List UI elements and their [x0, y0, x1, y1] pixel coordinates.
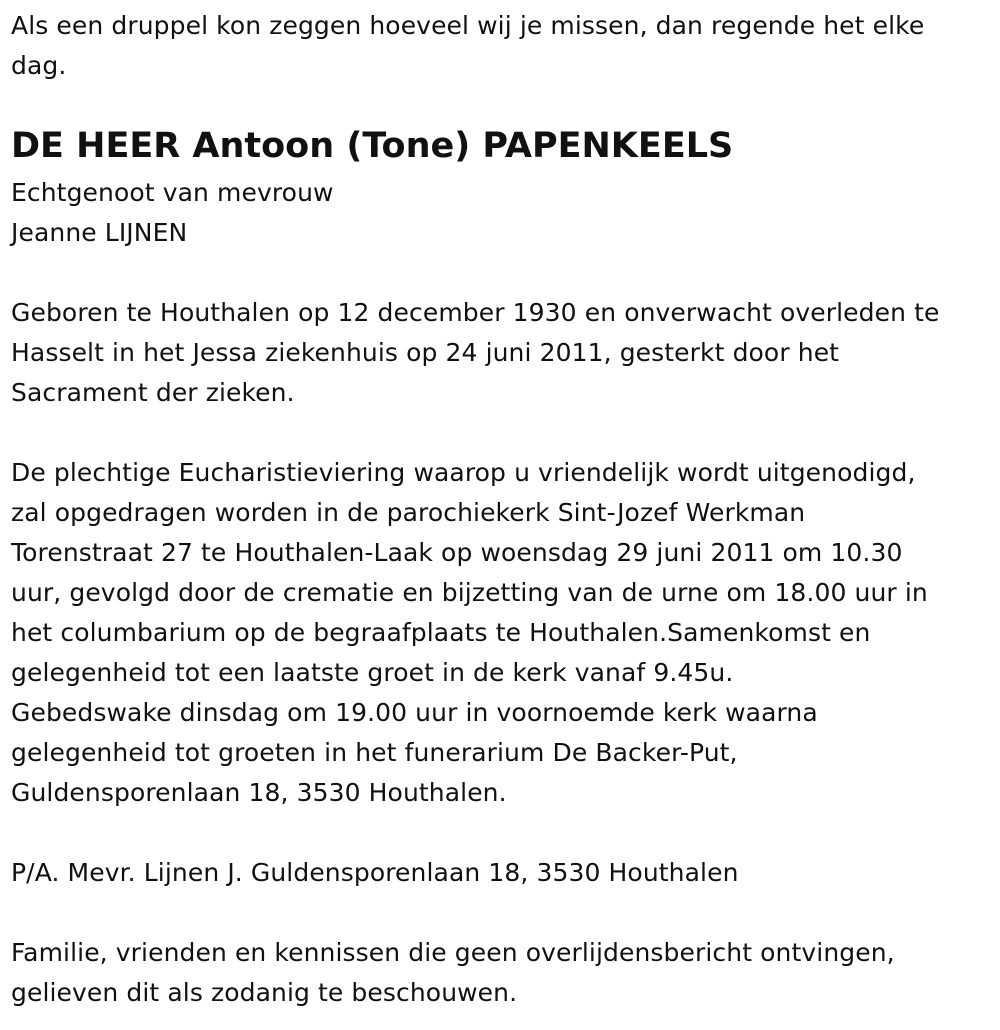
- closing-paragraph: [11, 933, 895, 1013]
- paragraph-line: Familie, vrienden en kennissen die geen overlijdensbericht ontvingen,: [11, 938, 895, 967]
- ceremony-paragraph: [11, 453, 928, 813]
- paragraph-line: De plechtige Eucharistieviering waarop u vriendelijk wordt uitgenodigd,: [11, 458, 916, 487]
- spouse-block: [11, 173, 334, 253]
- paragraph-line: gelegenheid tot groeten in het funerarium De Backer-Put,: [11, 738, 738, 767]
- paragraph-line: Guldensporenlaan 18, 3530 Houthalen.: [11, 778, 507, 807]
- quote-line: Als een druppel kon zeggen hoeveel wij je missen, dan regende het elke: [11, 11, 925, 40]
- spouse-line: Echtgenoot van mevrouw: [11, 178, 334, 207]
- paragraph-line: Geboren te Houthalen op 12 december 1930 en onverwacht overleden te: [11, 298, 940, 327]
- paragraph-line: Torenstraat 27 te Houthalen-Laak op woensdag 29 juni 2011 om 10.30: [11, 538, 903, 567]
- paragraph-line: gelegenheid tot een laatste groet in de kerk vanaf 9.45u.: [11, 658, 734, 687]
- spouse-name: Jeanne LIJNEN: [11, 218, 188, 247]
- address-line: P/A. Mevr. Lijnen J. Guldensporenlaan 18, 3530 Houthalen: [11, 858, 739, 887]
- deceased-name-heading: DE HEER Antoon (Tone) PAPENKEELS: [11, 126, 734, 166]
- paragraph-line: Hasselt in het Jessa ziekenhuis op 24 juni 2011, gesterkt door het: [11, 338, 840, 367]
- paragraph-line: gelieven dit als zodanig te beschouwen.: [11, 978, 518, 1007]
- paragraph-line: Sacrament der zieken.: [11, 378, 295, 407]
- paragraph-line: zal opgedragen worden in de parochiekerk Sint-Jozef Werkman: [11, 498, 806, 527]
- paragraph-line: uur, gevolgd door de crematie en bijzetting van de urne om 18.00 uur in: [11, 578, 928, 607]
- quote-line: dag.: [11, 51, 67, 80]
- correspondence-address: [11, 853, 739, 893]
- birth-death-paragraph: [11, 293, 940, 413]
- paragraph-line: het columbarium op de begraafplaats te Houthalen.Samenkomst en: [11, 618, 871, 647]
- paragraph-line: Gebedswake dinsdag om 19.00 uur in voornoemde kerk waarna: [11, 698, 818, 727]
- memorial-quote: [11, 6, 986, 86]
